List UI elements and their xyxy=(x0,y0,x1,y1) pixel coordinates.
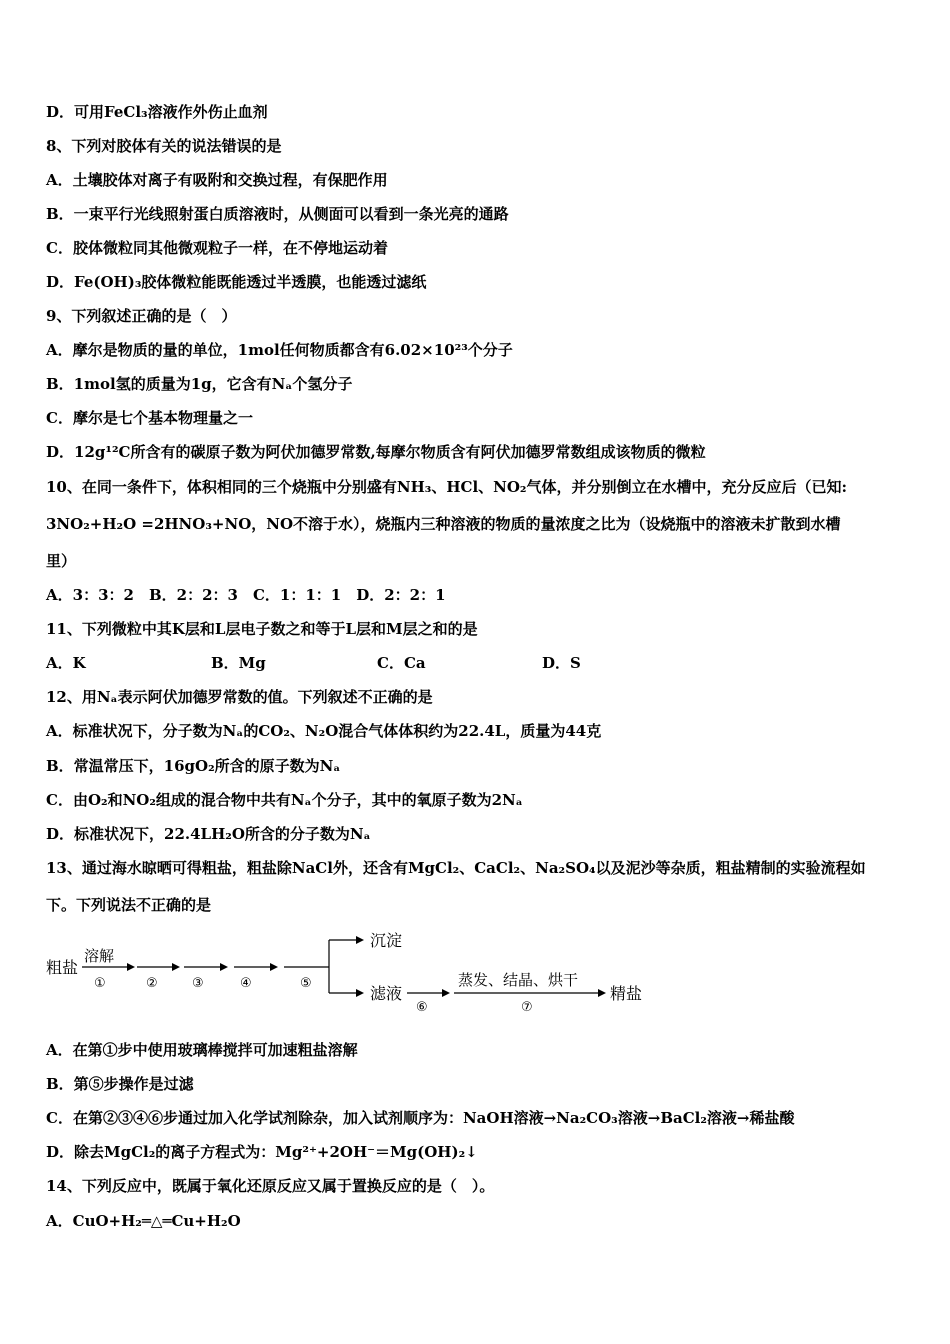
q14-stem: 14、下列反应中，既属于氧化还原反应又属于置换反应的是（ ）。 xyxy=(46,1177,495,1195)
q12-option-b: B．常温常压下，16gO₂所含的原子数为Nₐ xyxy=(46,757,341,775)
q11-option-b: B．Mg xyxy=(211,654,266,672)
q8-option-d: D．Fe(OH)₃胶体微粒能既能透过半透膜，也能透过滤纸 xyxy=(46,273,427,291)
flow-start-label: 粗盐 xyxy=(46,958,79,977)
q7-option-d: D．可用FeCl₃溶液作外伤止血剂 xyxy=(46,103,268,121)
salt-refining-flowchart xyxy=(44,925,654,1025)
q12-option-a: A．标准状况下，分子数为Nₐ的CO₂、N₂O混合气体体积约为22.4L，质量为44克 xyxy=(46,722,602,740)
flow-step7-num: ⑦ xyxy=(521,1000,533,1015)
flow-step6-num: ⑥ xyxy=(416,1000,428,1015)
flow-step1-label: 溶解 xyxy=(84,947,115,965)
q8-option-b: B．一束平行光线照射蛋白质溶液时，从侧面可以看到一条光亮的通路 xyxy=(46,205,509,223)
q13-option-b: B．第⑤步操作是过滤 xyxy=(46,1075,194,1093)
q13-option-d: D．除去MgCl₂的离子方程式为：Mg²⁺+2OH⁻＝Mg(OH)₂↓ xyxy=(46,1143,478,1161)
q8-option-c: C．胶体微粒同其他微观粒子一样，在不停地运动着 xyxy=(46,239,388,257)
q13-stem-line1: 13、通过海水晾晒可得粗盐，粗盐除NaCl外，还含有MgCl₂、CaCl₂、Na₂SO₄以及泥沙等杂质，粗盐精制的实验流程如 xyxy=(46,859,866,877)
flow-step7-label: 蒸发、结晶、烘干 xyxy=(458,971,579,989)
q9-option-c: C．摩尔是七个基本物理量之一 xyxy=(46,409,253,427)
q14-option-a: A．CuO+H₂═△═Cu+H₂O xyxy=(46,1212,241,1230)
flow-step2-num: ② xyxy=(146,976,158,991)
q12-option-c: C．由O₂和NO₂组成的混合物中共有Nₐ个分子，其中的氧原子数为2Nₐ xyxy=(46,791,523,809)
flow-step5-num: ⑤ xyxy=(300,976,312,991)
q11-option-c: C．Ca xyxy=(377,654,426,672)
q13-option-c: C．在第②③④⑥步通过加入化学试剂除杂，加入试剂顺序为：NaOH溶液→Na₂CO₃溶液→BaCl₂溶液→稀盐酸 xyxy=(46,1109,795,1127)
q11-stem: 11、下列微粒中其K层和L层电子数之和等于L层和M层之和的是 xyxy=(46,620,478,638)
q8-stem: 8、下列对胶体有关的说法错误的是 xyxy=(46,137,282,155)
q10-stem-line1: 10、在同一条件下，体积相同的三个烧瓶中分别盛有NH₃、HCl、NO₂气体，并分别倒立在水槽中，充分反应后（已知: xyxy=(46,478,848,496)
q12-stem: 12、用Nₐ表示阿伏加德罗常数的值。下列叙述不正确的是 xyxy=(46,688,433,706)
q12-option-d: D．标准状况下，22.4LH₂O所含的分子数为Nₐ xyxy=(46,825,371,843)
q9-option-d: D．12g¹²C所含有的碳原子数为阿伏加德罗常数,每摩尔物质含有阿伏加德罗常数组成该物质的微粒 xyxy=(46,443,706,461)
flow-end-label: 精盐 xyxy=(610,984,643,1003)
q11-option-d: D．S xyxy=(542,654,581,672)
q9-option-b: B．1mol氢的质量为1g，它含有Nₐ个氢分子 xyxy=(46,375,353,393)
q9-option-a: A．摩尔是物质的量的单位，1mol任何物质都含有6.02×10²³个分子 xyxy=(46,341,513,359)
flow-filtrate-label: 滤液 xyxy=(370,984,403,1003)
q9-stem: 9、下列叙述正确的是（ ） xyxy=(46,307,237,325)
q11-option-a: A．K xyxy=(46,654,86,672)
flow-step1-num: ① xyxy=(94,976,106,991)
flow-step3-num: ③ xyxy=(192,976,204,991)
q10-options: A．3：3：2 B．2：2：3 C．1：1：1 D．2：2：1 xyxy=(46,586,446,604)
q8-option-a: A．土壤胶体对离子有吸附和交换过程，有保肥作用 xyxy=(46,171,388,189)
q13-option-a: A．在第①步中使用玻璃棒搅拌可加速粗盐溶解 xyxy=(46,1041,358,1059)
flow-step4-num: ④ xyxy=(240,976,252,991)
q10-stem-line3: 里） xyxy=(46,552,77,570)
flow-precipitate-label: 沉淀 xyxy=(370,931,403,950)
q10-stem-line2: 3NO₂+H₂O =2HNO₃+NO，NO不溶于水），烧瓶内三种溶液的物质的量浓度之比为（设烧瓶中的溶液未扩散到水槽 xyxy=(46,515,841,533)
q13-stem-line2: 下。下列说法不正确的是 xyxy=(46,896,212,914)
